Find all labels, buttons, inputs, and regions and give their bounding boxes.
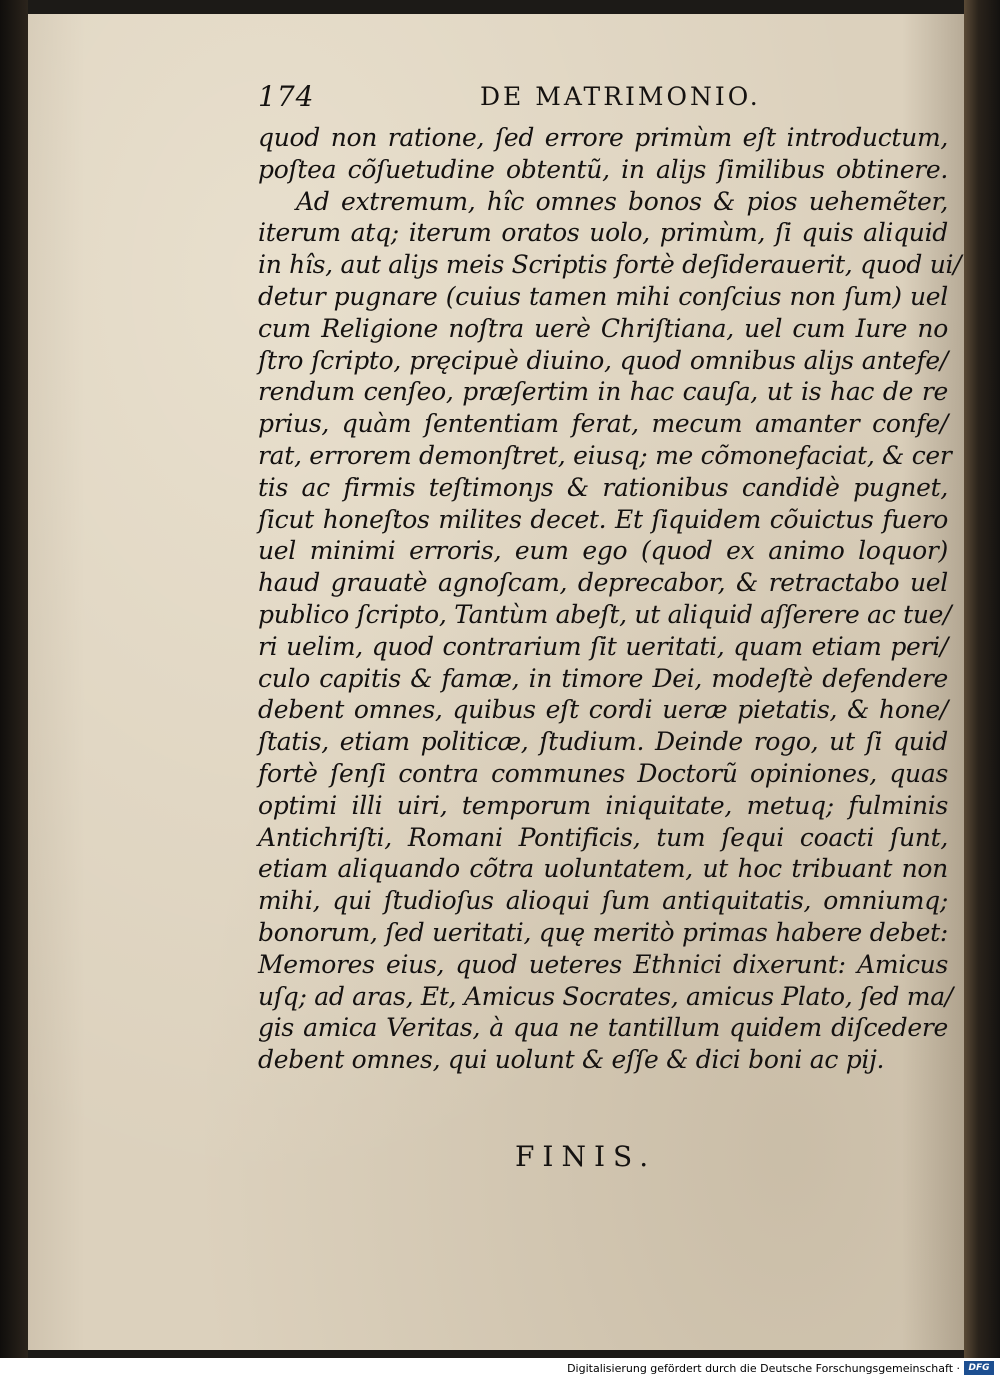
text-line: gis amica Veritas, à qua ne tantillum quidem diſcedere [258,1013,948,1043]
text-line: detur pugnare (cuius tamen mihi conſcius non ſum) uel [258,281,948,311]
text-line: cum Religione noſtra uerè Chriſtiana, uel cum Iure no [258,313,948,343]
text-line: debent omnes, qui uolunt & eſſe & dici boni ac pij. [258,1045,885,1075]
text-line: uſq; ad aras, Et, Amicus Socrates, amicus Plato, ſed ma/ [258,981,953,1011]
text-line: fortè ſenſi contra communes Doctorũ opiniones, quas [258,758,948,788]
text-line: iterum atq; iterum oratos uolo, primùm, ſi quis aliquid [258,218,948,248]
text-line: quod non ratione, ſed errore primùm eſt introductum, [258,123,948,152]
dfg-logo-icon: DFG [964,1361,994,1375]
body-text [258,122,962,1076]
text-line: etiam aliquando cõtra uoluntatem, ut hoc tribuant non [258,854,948,884]
text-line: in hîs, aut aliȷs meis Scriptis fortè deſiderauerit, quod ui/ [258,250,962,280]
running-head [258,80,948,120]
binding-shadow-left [0,0,28,1358]
text-line: ri uelim, quod contrarium ſit ueritati, quam etiam peri/ [258,631,948,661]
text-line: rendum cenſeo, præſertim in hac cauſa, ut is hac de re [258,377,948,407]
text-line: tis ac firmis teſtimonȷs & rationibus candidè pugnet, [258,472,948,502]
running-title: DE MATRIMONIO. [480,82,761,111]
text-line: mihi, qui ſtudioſus alioqui ſum antiquitatis, omniumq; [258,886,948,916]
text-line: bonorum, ſed ueritati, quę meritò primas habere debet: [258,917,948,947]
text-line: culo capitis & famæ, in timore Dei, modeſtè defendere [258,663,948,693]
page-edge-right [964,0,1000,1358]
text-line: ſtatis, etiam politicæ, ſtudium. Deinde rogo, ut ſi quid [258,727,948,757]
text-line: ſtro ſcripto, pręcipuè diuino, quod omnibus aliȷs antefe/ [258,345,948,375]
text-line: publico ſcripto, Tantùm abeſt, ut aliquid aſſerere ac tue/ [258,599,952,629]
text-line: optimi illi uiri, temporum iniquitate, metuq; fulminis [258,790,948,820]
text-line: Ad extremum, hîc omnes bonos & pios uehemẽter, [296,186,948,216]
text-line: ſicut honeſtos milites decet. Et ſiquidem cõuictus fuero [258,504,948,534]
text-line: haud grauatè agnoſcam, deprecabor, & retractabo uel [258,568,948,598]
text-line: Memores eius, quod ueteres Ethnici dixerunt: Amicus [258,949,948,979]
text-line: Antichriſti, Romani Pontificis, tum ſequi coacti ſunt, [258,822,948,852]
closing-word: FINIS. [515,1140,657,1173]
text-line: poſtea cõſuetudine obtentũ, in aliȷs ſimilibus obtinere. [258,154,948,184]
text-line: uel minimi erroris, eum ego (quod ex animo loquor) [258,536,948,566]
digitization-footer [0,1358,1000,1379]
text-line: rat, errorem demonſtret, eiusq; me cõmonefaciat, & cer [258,440,952,470]
funding-credit: Digitalisierung gefördert durch die Deutsche Forschungsgemeinschaft · [567,1362,960,1375]
text-line: prius, quàm ſententiam ferat, mecum amanter confe/ [258,409,948,439]
page-number: 174 [258,80,315,113]
text-line: debent omnes, quibus eſt cordi ueræ pietatis, & hone/ [258,695,948,725]
